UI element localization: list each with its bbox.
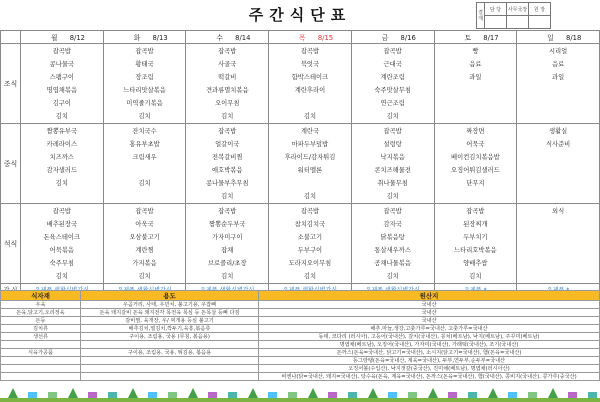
menu-item: 김구이 — [52, 100, 71, 107]
house-icon — [108, 392, 117, 398]
origin-ingredient — [1, 341, 81, 349]
menu-item: 오이무침 — [215, 100, 240, 107]
menu-item: 빵 — [472, 48, 479, 55]
menu-cell — [186, 204, 269, 284]
origin-ingredient — [1, 373, 81, 381]
menu-item: 어묵국 — [466, 141, 485, 148]
menu-item: 시리얼 — [548, 48, 568, 55]
menu-item: 김치 — [221, 113, 234, 120]
menu-item — [517, 244, 599, 257]
menu-item: 김치 — [386, 113, 399, 120]
menu-item: 미역줄기볶음 — [126, 100, 163, 107]
day-header: 수 8/14 — [186, 31, 269, 44]
menu-item: 콩나물국 — [49, 61, 75, 68]
house-icon — [228, 392, 237, 398]
origin-row — [1, 317, 600, 325]
origin-row — [1, 301, 600, 309]
menu-item: 배추된장국 — [46, 221, 78, 228]
menu-item: 계란찜 — [135, 247, 154, 254]
menu-item: 느타리맛살볶음 — [123, 87, 166, 94]
menu-cell — [517, 204, 600, 284]
menu-item: 명엽채볶음 — [46, 87, 78, 94]
menu-item: 잡곡밥 — [218, 48, 237, 55]
menu-item: 홍유부초밥 — [129, 141, 160, 148]
menu-item: 외식 — [552, 208, 565, 215]
menu-item: 생활실 — [548, 128, 568, 135]
origin-usage: 우곰거리, 사태, 우민치, 불고기용, 우잡뼈 — [81, 301, 259, 309]
menu-item: 과일 — [469, 74, 482, 81]
menu-item: 김치 — [303, 113, 317, 120]
meal-row — [1, 44, 600, 124]
menu-item: 가자미구이 — [212, 234, 243, 241]
menu-item: 김치 — [221, 273, 234, 280]
menu-item: 장조림 — [135, 74, 154, 81]
menu-item: 오징어튀김샐러드 — [451, 167, 500, 174]
origin-row — [1, 341, 600, 349]
tree-icon — [8, 388, 18, 398]
menu-cell — [21, 204, 104, 284]
menu-item — [517, 151, 599, 164]
menu-item: 김치 — [55, 273, 68, 280]
meal-label: 중식 — [1, 124, 21, 204]
day-header: 토 8/17 — [434, 31, 517, 44]
approval-label: 결재 — [477, 3, 485, 29]
menu-item: 감자샐러드 — [46, 167, 78, 174]
origin-table — [0, 290, 600, 381]
menu-item: 계란조림 — [380, 74, 405, 81]
house-icon — [148, 392, 157, 398]
menu-cell — [186, 124, 269, 204]
menu-item: 식사준비 — [545, 141, 571, 148]
meal-row — [1, 124, 600, 204]
menu-item: 음료 — [552, 61, 565, 68]
menu-item: 잡곡밥 — [135, 208, 154, 215]
menu-item: 마파두부덮밥 — [291, 141, 329, 148]
menu-item: 콘치즈해물전 — [374, 167, 411, 174]
menu-item: 아욱국 — [135, 221, 154, 228]
menu-item: 가지볶음 — [132, 260, 157, 267]
menu-cell — [517, 124, 600, 204]
menu-item — [517, 164, 599, 177]
day-header: 금 8/16 — [351, 31, 434, 44]
origin-header-usage: 용도 — [81, 291, 259, 301]
tree-icon — [248, 388, 258, 398]
origin-ingredient: 생선류 — [1, 333, 81, 341]
origin-source: 국내산 — [259, 301, 600, 309]
origin-usage — [81, 365, 259, 373]
day-header: 화 8/13 — [103, 31, 186, 44]
origin-source: 동그랑땡(돈육=국내산, 계육=국내산), 두부,연두부,순두부=국내산 — [259, 357, 600, 365]
origin-usage: 구이용, 조림용, 국용 (무침, 볶음용) — [81, 333, 259, 341]
menu-item: 숙주무침 — [49, 260, 75, 267]
menu-item: 오삼불고기 — [129, 234, 160, 241]
house-icon — [468, 392, 477, 398]
menu-item: 김치 — [138, 180, 151, 187]
origin-source: 동태, 코다리 (러시아), 고등어(국내산), 갈치(국내산), 꽁치(베트남), 낙지(베트남), 주꾸미(베트남) — [259, 333, 600, 341]
origin-usage — [81, 373, 259, 381]
menu-item: 된장찌개 — [463, 221, 488, 228]
menu-item: 두부치기 — [463, 234, 488, 241]
day-header: 월 8/12 — [21, 31, 104, 44]
menu-item: 과일 — [552, 74, 565, 81]
menu-item: 스팸구이 — [49, 74, 75, 81]
menu-item: 애호박볶음 — [212, 167, 243, 174]
menu-item: 잡곡밥 — [466, 208, 485, 215]
meal-label: 석식 — [1, 204, 21, 284]
origin-source: 돈까스(돈육=국내산, 닭고기=국내산), 소시지(닭고기=국내산), 햄(돈육=국내산) — [259, 349, 600, 357]
menu-item: 워터멜론 — [297, 167, 323, 174]
menu-item: 잡곡밥 — [383, 208, 402, 215]
day-header-holiday: 목 8/15 — [269, 31, 352, 44]
menu-item: 크림새우 — [132, 154, 157, 161]
menu-cell — [21, 44, 104, 124]
menu-cell — [434, 124, 517, 204]
menu-item: 치즈까스 — [49, 154, 75, 161]
approval-sign-cell — [485, 16, 507, 29]
menu-cell — [103, 124, 186, 204]
origin-row — [1, 365, 600, 373]
menu-item: 계란국 — [300, 128, 320, 135]
menu-item: 콩나물부추무침 — [205, 180, 249, 187]
approval-col: 사무국장 — [507, 3, 529, 16]
weekly-menu-table — [0, 30, 600, 296]
menu-item: 떡갈비 — [218, 74, 237, 81]
origin-ingredient: 김치류 — [1, 325, 81, 333]
menu-item: 잡곡밥 — [218, 208, 237, 215]
origin-header-ingredient: 식자재 — [1, 291, 81, 301]
menu-item: 두부구이 — [297, 247, 323, 254]
house-icon — [408, 392, 417, 398]
menu-item: 취나물무침 — [377, 180, 408, 187]
menu-item: 카레라이스 — [46, 141, 78, 148]
corner-cell — [1, 31, 21, 44]
menu-item: 짜장면 — [466, 128, 485, 135]
house-icon — [348, 392, 357, 398]
menu-item: 통살새우까스 — [374, 247, 411, 254]
menu-item: 음료 — [469, 61, 482, 68]
menu-item: 소불고기 — [297, 234, 323, 241]
origin-source: 오징어볼(수입산), 낙지젓갈(중국산), 진미채(베트남), 명엽채(러시아산) — [259, 365, 600, 373]
menu-item: 김치 — [386, 193, 399, 200]
menu-item: 숙주맛살무침 — [374, 87, 411, 94]
origin-usage: 배추김치,열김치,깍두기,육흥,볶음류 — [81, 325, 259, 333]
origin-usage: 구이용, 조림용, 국용, 튀김용, 볶음용 — [81, 349, 259, 357]
menu-item: 연근조림 — [380, 100, 405, 107]
menu-cell — [103, 204, 186, 284]
menu-item: 김치 — [469, 273, 482, 280]
menu-item: 후라이드/감자튀김 — [284, 154, 336, 161]
menu-item — [517, 110, 599, 123]
footer-decoration — [0, 382, 600, 402]
menu-item — [517, 257, 599, 270]
menu-cell — [517, 44, 600, 124]
origin-header-origin: 원산지 — [259, 291, 600, 301]
menu-item — [517, 84, 599, 97]
tree-icon — [308, 388, 318, 398]
menu-item: 잡곡밥 — [218, 128, 237, 135]
tree-icon — [128, 388, 138, 398]
menu-item: 브로콜리/초장 — [207, 260, 247, 267]
page-title: 주간식단표 — [248, 6, 352, 24]
menu-item: 잡곡밥 — [52, 48, 71, 55]
house-icon — [88, 392, 97, 398]
menu-item: 김치 — [221, 193, 234, 200]
menu-item: 계란후라이 — [294, 87, 326, 94]
origin-source: 배추,마늘,생강,고춧가루=국내산, 고춧가루=국내산 — [259, 325, 600, 333]
approval-col: 원 장 — [529, 3, 551, 16]
house-icon — [448, 392, 457, 398]
menu-item — [517, 270, 599, 283]
origin-usage: 갈비찜, 육개장, 우/ 찌개용 등심 불고기 — [81, 317, 259, 325]
menu-cell — [269, 204, 352, 284]
menu-item: 잡곡밥 — [383, 48, 402, 55]
menu-cell — [351, 204, 434, 284]
menu-item: 견과류멸치볶음 — [205, 87, 249, 94]
origin-row — [1, 309, 600, 317]
menu-item: 함박스테이크 — [291, 74, 329, 81]
origin-ingredient — [1, 357, 81, 365]
origin-row — [1, 325, 600, 333]
menu-item: 설렁탕 — [383, 141, 402, 148]
menu-cell — [351, 44, 434, 124]
house-icon — [268, 392, 277, 398]
house-icon — [588, 392, 597, 398]
menu-item — [517, 190, 599, 203]
menu-item: 양배추쌈 — [463, 260, 488, 267]
menu-item: 감자국 — [383, 221, 402, 228]
menu-item: 김치 — [55, 113, 68, 120]
origin-row — [1, 349, 600, 357]
tree-icon — [188, 388, 198, 398]
menu-cell — [269, 44, 352, 124]
origin-ingredient — [1, 365, 81, 373]
house-icon — [528, 392, 537, 398]
menu-item — [269, 177, 351, 190]
approval-col: 담 당 — [485, 3, 507, 16]
menu-item — [517, 97, 599, 110]
house-icon — [508, 392, 517, 398]
menu-item: 김치 — [55, 180, 68, 187]
menu-cell — [351, 124, 434, 204]
menu-item — [517, 177, 599, 190]
menu-item: 어묵볶음 — [49, 247, 75, 254]
origin-usage — [81, 357, 259, 365]
house-icon — [208, 392, 217, 398]
tree-icon — [68, 388, 78, 398]
menu-item: 잡곡밥 — [300, 208, 320, 215]
house-icon — [48, 392, 57, 398]
tree-icon — [368, 388, 378, 398]
menu-item: 공채나물볶음 — [374, 260, 411, 267]
menu-item — [104, 164, 186, 177]
origin-usage — [81, 341, 259, 349]
menu-item: 김치 — [303, 193, 317, 200]
menu-item: 사골국 — [218, 61, 237, 68]
menu-cell — [434, 204, 517, 284]
menu-item: 김치 — [303, 273, 317, 280]
origin-row — [1, 357, 600, 365]
menu-cell — [434, 44, 517, 124]
menu-item — [517, 231, 599, 244]
menu-item — [435, 97, 517, 110]
origin-source: 명엽채(베트남), 오징어(국내산), 가자미(국내산), 가래떡(국내산), 조기(국내산) — [259, 341, 600, 349]
menu-item: 참치김치국 — [294, 221, 326, 228]
menu-item: 김치 — [386, 273, 399, 280]
meal-label: 조식 — [1, 44, 21, 124]
menu-item — [435, 110, 517, 123]
menu-cell — [186, 44, 269, 124]
house-icon — [288, 392, 297, 398]
meal-row — [1, 204, 600, 284]
menu-item: 느타리호박볶음 — [454, 247, 497, 254]
tree-icon — [428, 388, 438, 398]
menu-item: 얼갈이국 — [215, 141, 240, 148]
menu-item: 잡곡밥 — [52, 208, 71, 215]
approval-box — [476, 2, 551, 29]
menu-item — [435, 84, 517, 97]
menu-item: 김치 — [138, 113, 151, 120]
menu-item: 닭볶음탕 — [380, 234, 405, 241]
origin-ingredient: 돈육,닭고기,오리정육 — [1, 309, 81, 317]
menu-item: 김치 — [138, 273, 151, 280]
menu-cell — [269, 124, 352, 204]
menu-item: 베이컨김치볶음밥 — [451, 154, 500, 161]
approval-sign-cell — [529, 16, 551, 29]
menu-item: 잡채 — [221, 247, 234, 254]
menu-item: 단무지 — [466, 180, 485, 187]
day-header: 일 8/18 — [517, 31, 600, 44]
menu-item: 잡곡밥 — [300, 48, 320, 55]
menu-item: 짬뽕순두부국 — [209, 221, 246, 228]
menu-item: 돈육스테이크 — [43, 234, 81, 241]
menu-item: 짬뽕유부국 — [46, 128, 78, 135]
house-icon — [568, 392, 577, 398]
tree-icon — [488, 388, 498, 398]
menu-cell — [21, 124, 104, 204]
origin-row — [1, 373, 600, 381]
menu-item: 잡곡밥 — [383, 128, 402, 135]
menu-item — [435, 190, 517, 203]
menu-item: 전복갈비찜 — [212, 154, 243, 161]
origin-source: 국내산 — [259, 309, 600, 317]
origin-ingredient: 돈등 — [1, 317, 81, 325]
menu-item: 황태국 — [135, 61, 154, 68]
origin-row — [1, 333, 600, 341]
house-icon — [388, 392, 397, 398]
menu-item: 북엇국 — [300, 61, 320, 68]
menu-cell — [103, 44, 186, 124]
menu-item: 낙지볶음 — [380, 154, 405, 161]
house-icon — [28, 392, 37, 398]
tree-icon — [548, 388, 558, 398]
approval-sign-cell — [507, 16, 529, 29]
house-icon — [168, 392, 177, 398]
day-header-row — [1, 31, 600, 44]
menu-item — [269, 97, 351, 110]
menu-item: 잡곡밥 — [135, 48, 154, 55]
origin-usage: 돈육 돼지갈비 돈육 돼지전각 목전육 목심 등 돈목살 등뼈 다짐 — [81, 309, 259, 317]
menu-item: 도라지오이무침 — [288, 260, 332, 267]
house-icon — [328, 392, 337, 398]
menu-item: 근대국 — [383, 61, 402, 68]
origin-ingredient: 우육 — [1, 301, 81, 309]
origin-source: 국내산 — [259, 317, 600, 325]
menu-item — [517, 218, 599, 231]
origin-source: 비엔나(닭=국내산, 돼지=국내산), 탕수육(돈육, 계육=국내산), 돈까스(돈육=국내산), 햄(국내산), 콩비지(국내산), 콩가루(중국산) — [259, 373, 600, 381]
menu-item: 잔치국수 — [132, 128, 157, 135]
origin-ingredient: 식육가공품 — [1, 349, 81, 357]
